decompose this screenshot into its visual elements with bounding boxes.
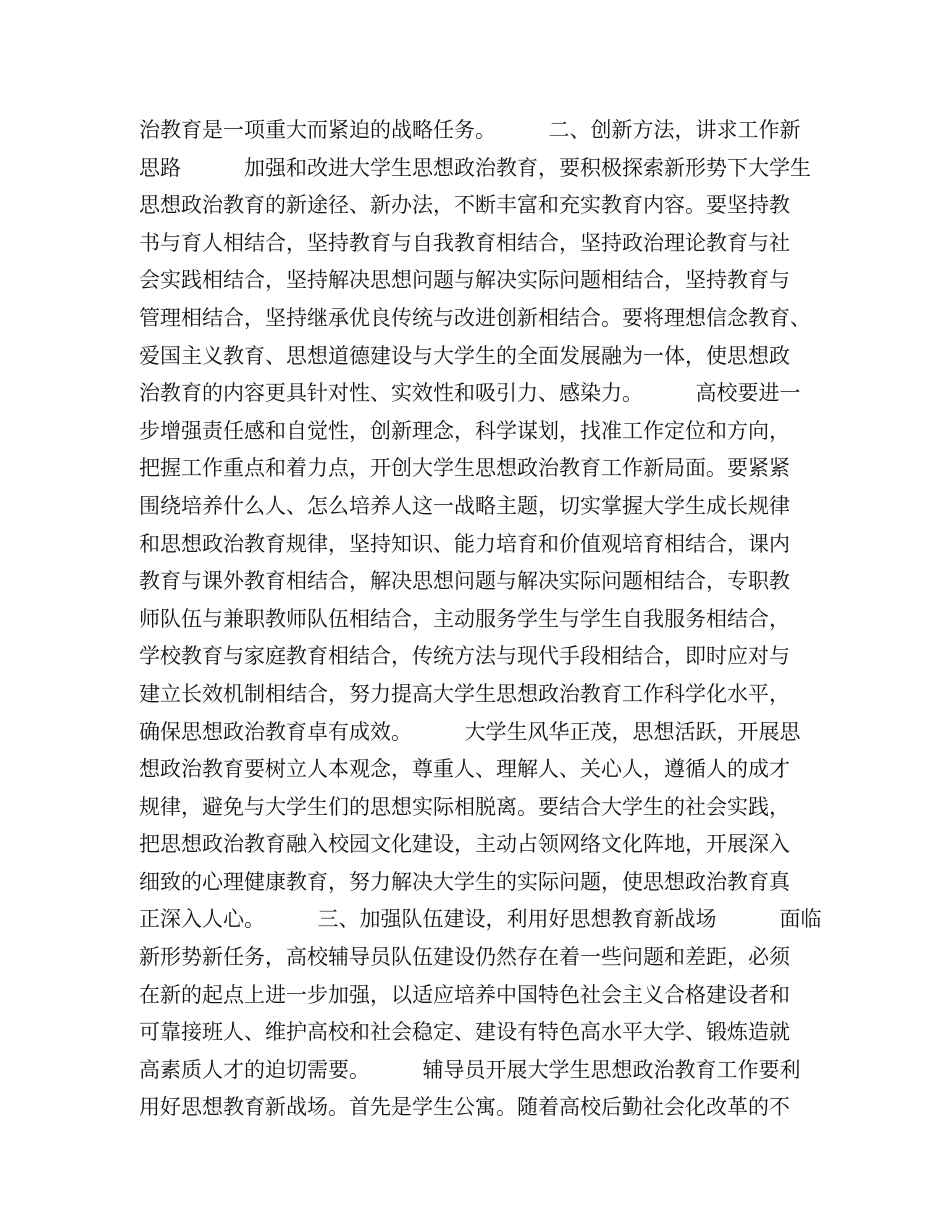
text-line-21: 细致的心理健康教育，努力解决大学生的实际问题，使思想政治教育真: [139, 869, 790, 894]
text-line-3: 思想政治教育的新途径、新办法，不断丰富和充实教育内容。要坚持教: [139, 193, 790, 218]
text-line-24: 在新的起点上进一步加强，以适应培养中国特色社会主义合格建设者和: [139, 982, 790, 1007]
text-line-16: 建立长效机制相结合，努力提高大学生思想政治教育工作科学化水平，: [139, 681, 790, 706]
text-line-15: 学校教育与家庭教育相结合，传统方法与现代手段相结合，即时应对与: [139, 644, 790, 669]
text-line-19: 规律，避免与大学生们的思想实际相脱离。要结合大学生的社会实践，: [139, 794, 790, 819]
text-line-13: 教育与课外教育相结合，解决思想问题与解决实际问题相结合，专职教: [139, 569, 790, 594]
text-line-2: 思路 加强和改进大学生思想政治教育，要积极探索新形势下大学生: [139, 155, 811, 180]
text-line-10: 把握工作重点和着力点，开创大学生思想政治教育工作新局面。要紧紧: [139, 456, 790, 481]
text-line-17: 确保思想政治教育卓有成效。 大学生风华正茂，思想活跃，开展思: [139, 719, 801, 744]
text-line-25: 可靠接班人、维护高校和社会稳定、建设有特色高水平大学、锻炼造就: [139, 1020, 790, 1045]
text-line-11: 围绕培养什么人、怎么培养人这一战略主题，切实掌握大学生成长规律: [139, 493, 790, 518]
text-line-14: 师队伍与兼职教师队伍相结合，主动服务学生与学生自我服务相结合，: [139, 606, 790, 631]
text-line-22: 正深入人心。 三、加强队伍建设，利用好思想教育新战场 面临: [139, 907, 822, 932]
body-text: [139, 112, 829, 1127]
text-line-8: 治教育的内容更具针对性、实效性和吸引力、感染力。 高校要进一: [139, 381, 801, 406]
text-line-18: 想政治教育要树立人本观念，尊重人、理解人、关心人，遵循人的成才: [139, 757, 790, 782]
text-line-9: 步增强责任感和自觉性，创新理念，科学谋划，找准工作定位和方向，: [139, 418, 790, 443]
text-line-7: 爱国主义教育、思想道德建设与大学生的全面发展融为一体，使思想政: [139, 343, 790, 368]
text-line-20: 把思想政治教育融入校园文化建设，主动占领网络文化阵地，开展深入: [139, 832, 790, 857]
text-line-6: 管理相结合，坚持继承优良传统与改进创新相结合。要将理想信念教育、: [139, 305, 811, 330]
text-line-27: 用好思想教育新战场。首先是学生公寓。随着高校后勤社会化改革的不: [139, 1095, 790, 1120]
text-line-26: 高素质人才的迫切需要。 辅导员开展大学生思想政治教育工作要利: [139, 1057, 801, 1082]
text-line-23: 新形势新任务，高校辅导员队伍建设仍然存在着一些问题和差距，必须: [139, 945, 790, 970]
text-line-12: 和思想政治教育规律，坚持知识、能力培育和价值观培育相结合，课内: [139, 531, 790, 556]
text-line-4: 书与育人相结合，坚持教育与自我教育相结合，坚持政治理论教育与社: [139, 230, 790, 255]
text-line-1: 治教育是一项重大而紧迫的战略任务。 二、创新方法，讲求工作新: [139, 118, 801, 142]
text-line-5: 会实践相结合，坚持解决思想问题与解决实际问题相结合，坚持教育与: [139, 268, 790, 293]
